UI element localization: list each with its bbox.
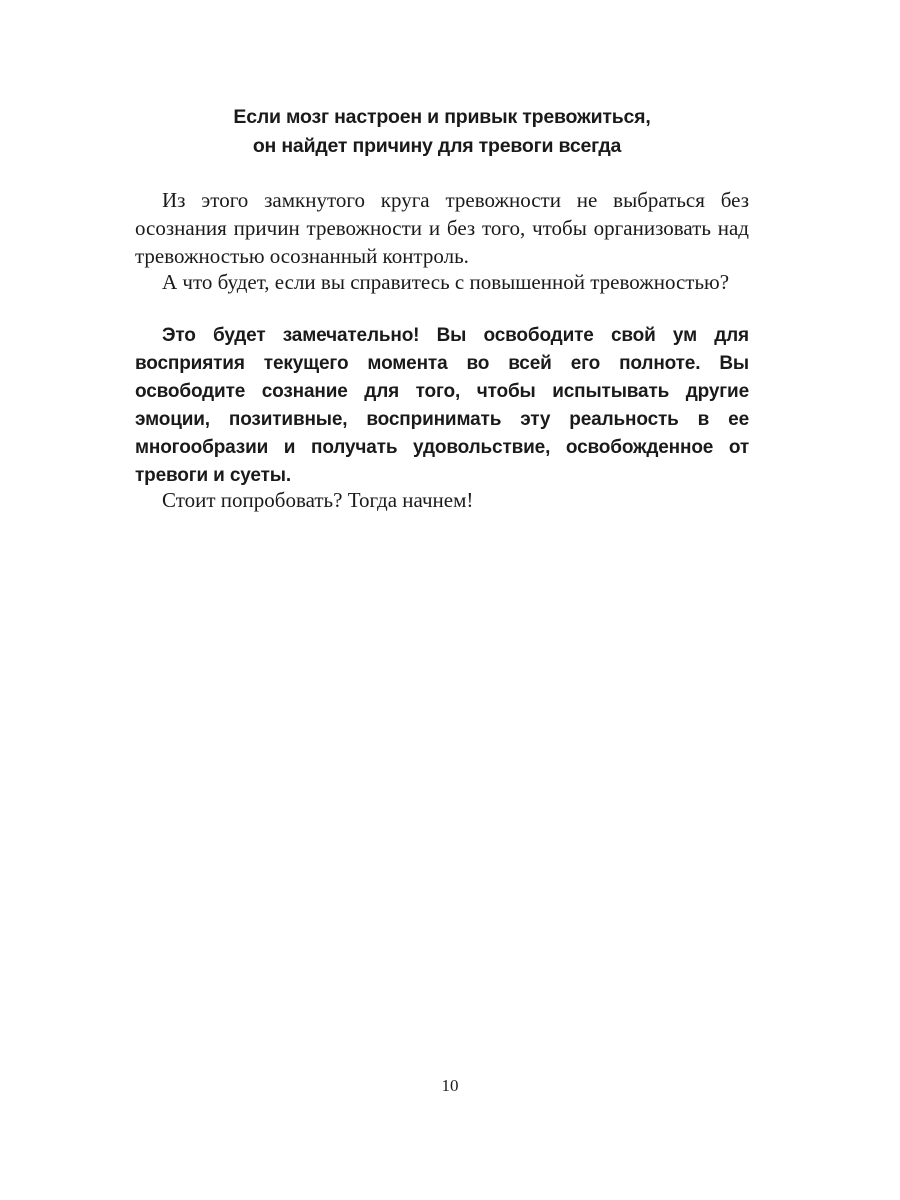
paragraph-1: Из этого замкнутого круга тревожности не выбраться без осознания причин тревожности и без того, чтобы организовать над тревожностью осознанный контроль. (135, 188, 749, 268)
heading-line-2: он найдет причину для тревоги всегда (252, 135, 622, 157)
paragraph-4: Стоит попробовать? Тогда начнем! (162, 488, 474, 512)
paragraph-2: А что будет, если вы справитесь с повышенной тревожностью? (162, 270, 730, 294)
paragraph-bold: Это будет замечательно! Вы освободите свой ум для восприятия текущего момента во всей его полноте. Вы освободите сознание для того, чтобы испытывать другие эмоции, позитивные, воспринимать эту реальность в ее многообразии и получать удовольствие, освобожденное от тревоги и суеты. (135, 325, 749, 486)
heading-line-1: Если мозг настроен и привык тревожиться, (233, 106, 651, 128)
section-heading (135, 103, 749, 161)
page-number: 10 (441, 1076, 459, 1095)
